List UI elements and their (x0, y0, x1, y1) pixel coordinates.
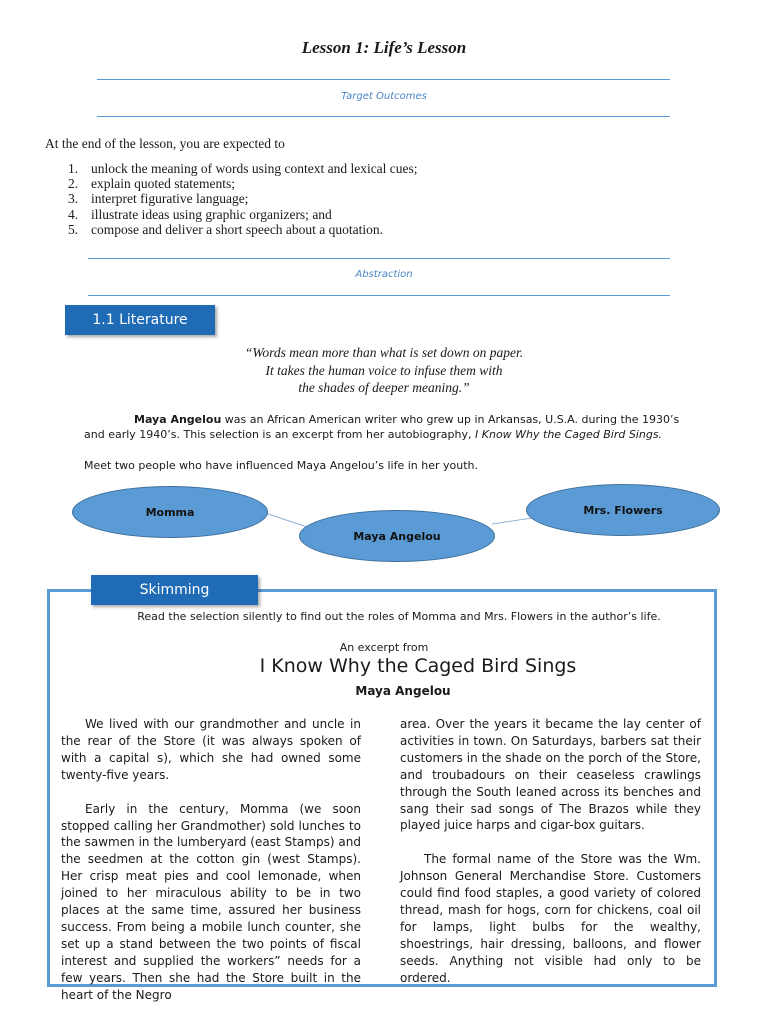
section-label-target: Target Outcomes (341, 91, 427, 102)
paragraph: Early in the century, Momma (we soon stopped calling her Grandmother) sold lunches to the sawmen in the lumberyard (east Stamps) and the seedmen at the cotton gin (west Stamps). Her crisp meat pies and cool lemonade, when joined to her miraculous ability to be in two places at the same time, assured her business success. From being a mobile lunch counter, she set up a stand between the two points of fiscal interest and supplied the workers” needs for a few years. Then she had the Store built in the heart of the Negro (61, 801, 361, 1002)
literature-tab: 1.1 Literature (65, 305, 215, 335)
list-item: 4. illustrate ideas using graphic organizers; and (68, 206, 332, 222)
section-label-abstraction: Abstraction (355, 269, 413, 280)
skimming-tab: Skimming (91, 575, 258, 605)
excerpt-label: An excerpt from (339, 641, 429, 654)
divider-top (88, 258, 670, 259)
paragraph: The formal name of the Store was the Wm. Johnson General Merchandise Store. Customers could find food staples, a good variety of colored thread, mash for hogs, corn for chickens, coal oil for lamps, light bulbs for the wealthy, shoestrings, hair dressing, balloons, and flower seeds. Anything not visible had only to be ordered. (400, 852, 701, 985)
divider-bottom (88, 295, 670, 296)
quote-line: “Words mean more than what is set down on paper. (244, 345, 524, 360)
page-title: Lesson 1: Life’s Lesson (301, 38, 467, 57)
book-title: I Know Why the Caged Bird Sings. (475, 428, 663, 441)
outcomes-list (68, 161, 418, 237)
intro-text: At the end of the lesson, you are expected to (45, 136, 285, 151)
organizer-node-maya: Maya Angelou (299, 510, 495, 562)
skimming-instruction: Read the selection silently to find out the roles of Momma and Mrs. Flowers in the author’s life. (137, 610, 661, 623)
quote (0, 344, 768, 397)
text-column-left (61, 716, 361, 1004)
quote-line: the shades of deeper meaning.” (298, 380, 470, 395)
meet-text: Meet two people who have influenced Maya Angelou’s life in her youth. (84, 459, 479, 472)
author-name: Maya Angelou (134, 413, 222, 426)
paragraph: area. Over the years it became the lay center of activities in town. On Saturdays, barbers sat their customers in the shade on the porch of the Store, and troubadours on their ceaseless crawlings through the South leaned across its benches and sang their sad songs of The Brazos while they played juice harps and cigar-box guitars. (400, 717, 701, 833)
quote-line: It takes the human voice to infuse them with (265, 362, 503, 378)
connector-line (492, 518, 532, 524)
list-item: 3. interpret figurative language; (68, 191, 249, 207)
list-item: 1. unlock the meaning of words using context and lexical cues; (68, 161, 418, 176)
excerpt-title: I Know Why the Caged Bird Sings (259, 655, 577, 677)
bio-paragraph: Maya Angelou was an African American writer who grew up in Arkansas, U.S.A. during the 1930’s and early 1940’s. This selection is an excerpt from her autobiography, I Know Why the Caged Bird Sings. (84, 413, 680, 441)
excerpt-author: Maya Angelou (355, 684, 451, 698)
divider-top (97, 79, 670, 80)
organizer-node-momma: Momma (72, 486, 268, 538)
list-item: 2. explain quoted statements; (68, 176, 235, 192)
text-column-right (400, 716, 701, 987)
divider-bottom (97, 116, 670, 117)
organizer-node-flowers: Mrs. Flowers (526, 484, 720, 536)
paragraph: We lived with our grandmother and uncle in the rear of the Store (it was always spoken of with a capital s), which she had owned some twenty-five years. (61, 717, 361, 782)
list-item: 5. compose and deliver a short speech about a quotation. (68, 221, 384, 237)
